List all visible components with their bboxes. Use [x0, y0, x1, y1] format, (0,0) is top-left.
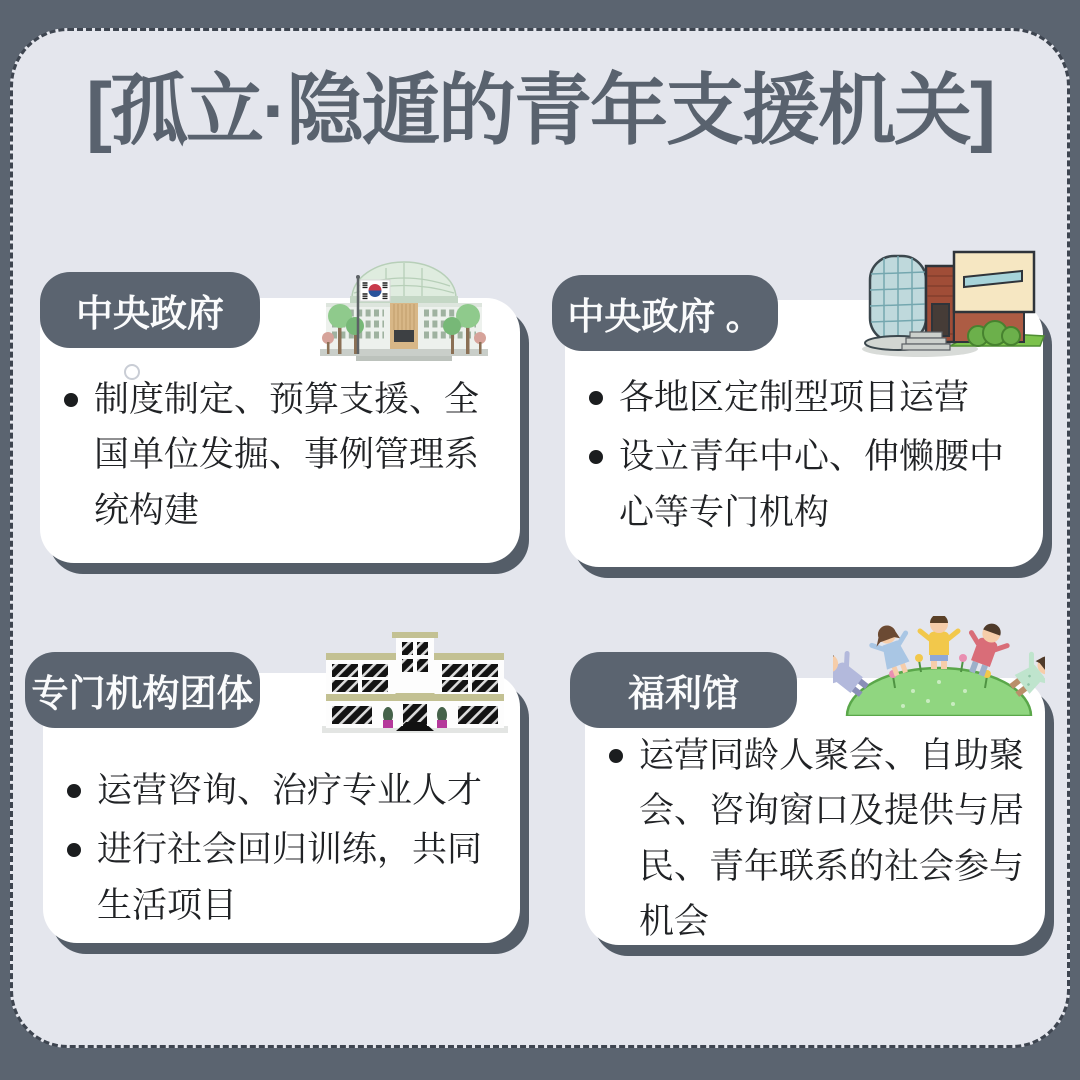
bullet-text: 各地区定制型项目运营 [619, 378, 970, 417]
bullet-item [56, 372, 512, 538]
bullet-item [59, 763, 512, 818]
bullet-dot [589, 391, 603, 405]
bullet-item [581, 429, 1035, 540]
card-label-central-government: 中央政府 [40, 272, 260, 348]
institution-building-icon [318, 630, 512, 738]
bullet-dot [589, 450, 603, 464]
children-around-globe-icon [833, 616, 1045, 716]
bullet-text: 设立青年中心、伸懒腰中心等专门机构 [619, 437, 1005, 532]
korean-national-assembly-icon [298, 242, 510, 370]
bullet-item [601, 728, 1037, 949]
bullet-text: 制度制定、预算支援、全国单位发掘、事例管理系统构建 [94, 380, 480, 530]
card-label-local-government: 中央政府 。 [552, 275, 778, 351]
modern-public-building-icon [858, 246, 1046, 360]
bullet-dot [609, 749, 623, 763]
bullet-item [581, 370, 1035, 425]
decorative-ring [124, 364, 140, 380]
bullet-text: 运营咨询、治疗专业人才 [97, 771, 483, 810]
card-label-welfare-center: 福利馆 [570, 652, 797, 728]
bullet-dot [67, 784, 81, 798]
bullet-text: 进行社会回归训练，共同生活项目 [97, 830, 483, 925]
bullet-text: 运营同龄人聚会、自助聚会、咨询窗口及提供与居民、青年联系的社会参与机会 [639, 736, 1025, 941]
page-title: [孤立·隐遁的青年支援机关] [86, 66, 994, 154]
card-label-specialized-institutions: 专门机构团体 [25, 652, 260, 728]
bullet-dot [64, 393, 78, 407]
bullet-dot [67, 843, 81, 857]
bullet-item [59, 822, 512, 933]
